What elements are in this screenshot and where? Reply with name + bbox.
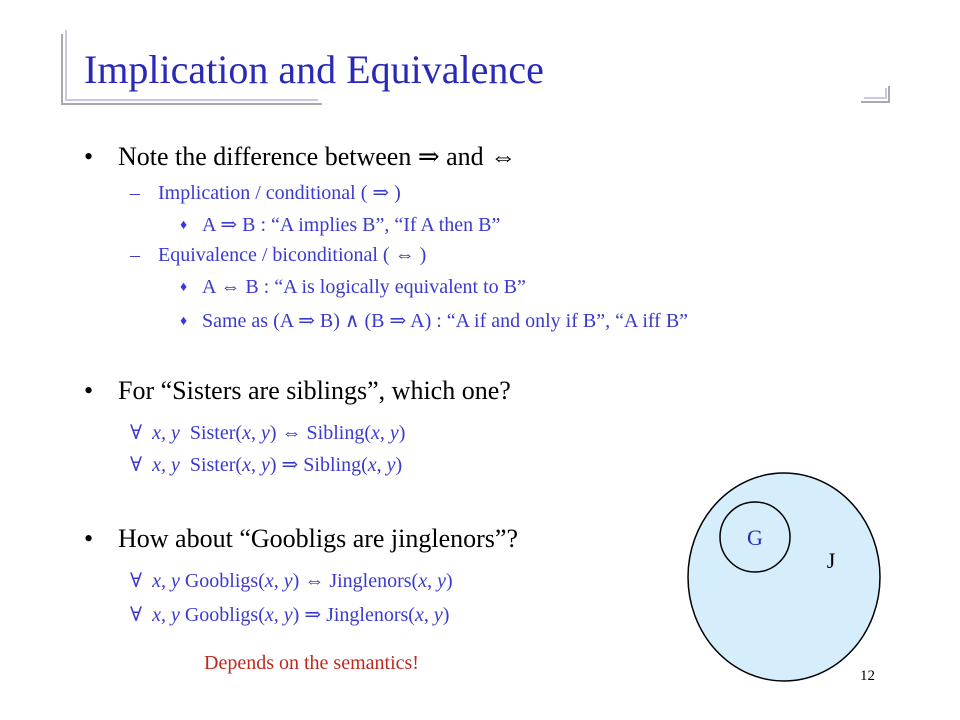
arg-x: x: [264, 570, 274, 592]
arg-x: x: [242, 422, 251, 444]
bullet-1-sub-2: [130, 244, 426, 267]
formula-operator: ⇒: [304, 604, 322, 626]
set-g-label: G: [747, 525, 763, 550]
venn-diagram: [684, 470, 884, 686]
bullet-1-sub-2-item-2-text: Same as (A ⇒ B) ∧ (B ⇒ A) : “A if and only if B”, “A iff B”: [202, 310, 689, 332]
dash-icon: –: [130, 244, 140, 266]
bullet-1-sub-2-item-2: [180, 308, 688, 333]
page-number: 12: [860, 668, 875, 684]
bullet-2: [84, 376, 511, 406]
arg-x: x: [414, 604, 424, 626]
formula-4: [130, 602, 449, 627]
close-paren: ): [398, 422, 406, 444]
formula-predicate-1: Goobligs: [184, 604, 259, 626]
formula-operator: ⇔: [304, 570, 325, 592]
bullet-3: [84, 524, 518, 554]
arg-y: y: [260, 422, 270, 444]
diamond-icon: ♦: [180, 218, 188, 233]
forall-symbol: ∀: [130, 454, 143, 476]
arg-comma: ,: [250, 454, 261, 476]
open-paren: (: [411, 570, 419, 592]
close-paren: ): [269, 422, 277, 444]
bullet-1-sub-2-item-1: [180, 276, 526, 299]
arg-x: x: [242, 454, 251, 476]
bullet-1-sub-1: [130, 180, 401, 205]
open-paren: (: [361, 454, 368, 476]
arg-x: x: [367, 454, 377, 476]
bullet-3-text: How about “Goobligs are jinglenors”?: [118, 524, 519, 553]
formula-3: [130, 568, 453, 593]
open-paren: (: [408, 604, 415, 626]
bullet-1-sub-1-text: Implication / conditional ( ⇒ ): [158, 182, 401, 204]
close-paren: ): [442, 604, 450, 626]
bullet-1-text: Note the difference between ⇒ and ⇔: [118, 142, 517, 171]
formula-predicate-1: Sister: [189, 422, 236, 444]
bullet-dot-icon: •: [84, 376, 94, 405]
arg-y: y: [437, 570, 446, 592]
arg-x: x: [418, 570, 428, 592]
open-paren: (: [258, 570, 265, 592]
close-paren: ): [269, 454, 277, 476]
arg-y: y: [433, 604, 443, 626]
formula-2: [130, 452, 402, 477]
formula-predicate-2: Jinglenors: [326, 604, 409, 626]
dash-icon: –: [130, 182, 140, 204]
open-paren: (: [258, 604, 265, 626]
formula-vars: x, y: [152, 570, 180, 592]
close-paren: ): [395, 454, 403, 476]
arg-x: x: [264, 604, 274, 626]
arg-comma: ,: [250, 422, 261, 444]
formula-predicate-2: Jinglenors: [329, 570, 412, 592]
arg-x: x: [371, 422, 380, 444]
formula-operator: ⇒: [281, 454, 299, 476]
formula-vars: x, y: [152, 422, 180, 444]
arg-y: y: [283, 604, 293, 626]
bullet-1-sub-2-text: Equivalence / biconditional ( ⇔ ): [158, 244, 427, 266]
arg-comma: ,: [379, 422, 390, 444]
formula-predicate-1: Goobligs: [184, 570, 259, 592]
arg-y: y: [260, 454, 270, 476]
slide-title: Implication and Equivalence: [84, 47, 544, 92]
bullet-dot-icon: •: [84, 142, 94, 171]
arg-comma: ,: [273, 570, 284, 592]
arg-y: y: [386, 454, 396, 476]
bullet-1-sub-1-item-1-text: A ⇒ B : “A implies B”, “If A then B”: [202, 214, 501, 236]
set-j-ellipse: [688, 473, 880, 681]
diamond-icon: ♦: [180, 280, 188, 295]
forall-symbol: ∀: [130, 604, 143, 626]
diamond-icon: ♦: [180, 314, 188, 329]
arg-comma: ,: [423, 604, 434, 626]
formula-1: [130, 420, 405, 445]
bullet-1-sub-1-item-1: [180, 212, 500, 237]
arg-y: y: [283, 570, 293, 592]
arg-comma: ,: [427, 570, 438, 592]
semantics-note: Depends on the semantics!: [204, 652, 419, 674]
bullet-2-text: For “Sisters are siblings”, which one?: [118, 376, 511, 405]
open-paren: (: [235, 422, 243, 444]
formula-predicate-1: Sister: [189, 454, 236, 476]
formula-predicate-2: Sibling: [303, 454, 362, 476]
forall-symbol: ∀: [130, 570, 143, 592]
arg-y: y: [389, 422, 399, 444]
open-paren: (: [235, 454, 243, 476]
forall-symbol: ∀: [130, 422, 143, 444]
close-paren: ): [292, 570, 300, 592]
bullet-1-sub-2-item-1-text: A ⇔ B : “A is logically equivalent to B”: [202, 276, 526, 298]
close-paren: ): [292, 604, 300, 626]
formula-operator: ⇔: [281, 422, 302, 444]
open-paren: (: [364, 422, 371, 444]
formula-predicate-2: Sibling: [306, 422, 365, 444]
arg-comma: ,: [376, 454, 387, 476]
bullet-dot-icon: •: [84, 524, 94, 553]
formula-vars: x, y: [152, 604, 180, 626]
arg-comma: ,: [273, 604, 284, 626]
formula-vars: x, y: [152, 454, 180, 476]
bullet-1: [84, 142, 516, 172]
set-j-label: J: [826, 548, 836, 573]
close-paren: ): [445, 570, 453, 592]
